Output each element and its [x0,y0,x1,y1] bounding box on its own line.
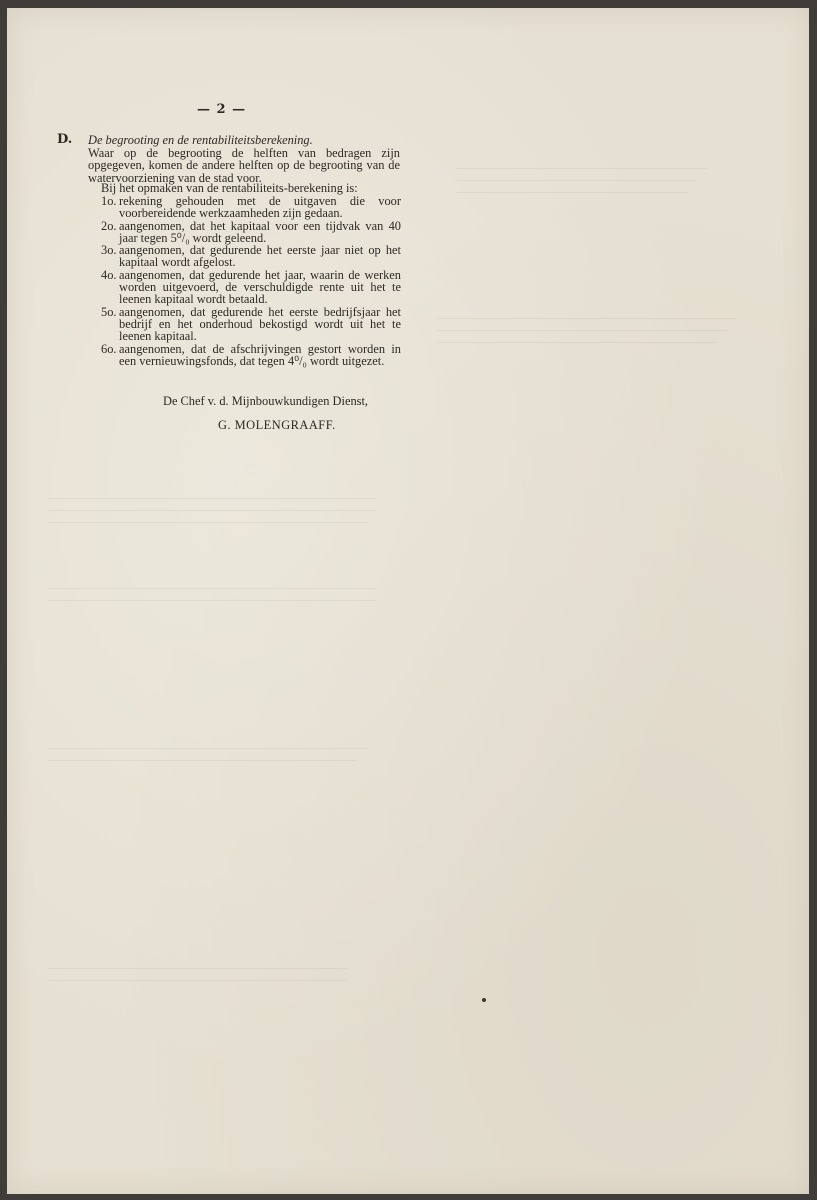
assumption-number: 4o. [101,267,117,282]
assumption-item [101,269,401,306]
assumption-text: aangenomen, dat gedurende het eerste bedrijfsjaar het bedrijf en het onderhoud bekostigd wordt uit het te leenen kapitaal. [119,304,401,344]
assumption-list [101,195,401,367]
page-number: — 2 — [197,102,247,117]
assumption-text: aangenomen, dat gedurende het jaar, waarin de werken worden uitgevoerd, de verschuldigde rente uit het te leenen kapitaal wordt betaald. [119,267,401,307]
section-paragraph: Waar op de begrooting de helften van bedragen zijn opgegeven, komen de andere helften op de begrooting van de watervoorziening van de stad voor. [88,146,400,185]
assumption-number: 2o. [101,218,117,233]
assumption-number: 3o. [101,243,117,258]
assumption-text: rekening gehouden met de uitgaven die voor voorbereidende werkzaamheden zijn gedaan. [119,194,401,221]
assumption-number: 6o. [101,341,117,356]
ink-speck [482,998,486,1002]
section-letter: D. [57,132,73,147]
signature-name: G. MOLENGRAAFF. [218,418,336,432]
assumption-number: 1o. [101,194,117,208]
assumption-item [101,244,401,269]
assumption-text: aangenomen, dat de afschrijvingen gestort worden in een vernieuwingsfonds, dat tegen 4⁰/₀ wordt uitgezet. [119,341,401,368]
assumption-item [101,343,401,368]
assumption-item [101,195,401,220]
assumption-item [101,306,401,343]
signature-title: De Chef v. d. Mijnbouwkundigen Dienst, [163,394,368,408]
assumption-number: 5o. [101,304,117,319]
assumption-text: aangenomen, dat gedurende het eerste jaar niet op het kapitaal wordt afgelost. [119,243,401,270]
assumption-item [101,220,401,245]
section-heading: De begrooting en de rentabiliteitsberekening. [88,133,313,147]
calculation-intro: Bij het opmaken van de rentabiliteits-berekening is: [101,181,358,195]
assumption-text: aangenomen, dat het kapitaal voor een tijdvak van 40 jaar tegen 5⁰/₀ wordt geleend. [119,218,401,245]
